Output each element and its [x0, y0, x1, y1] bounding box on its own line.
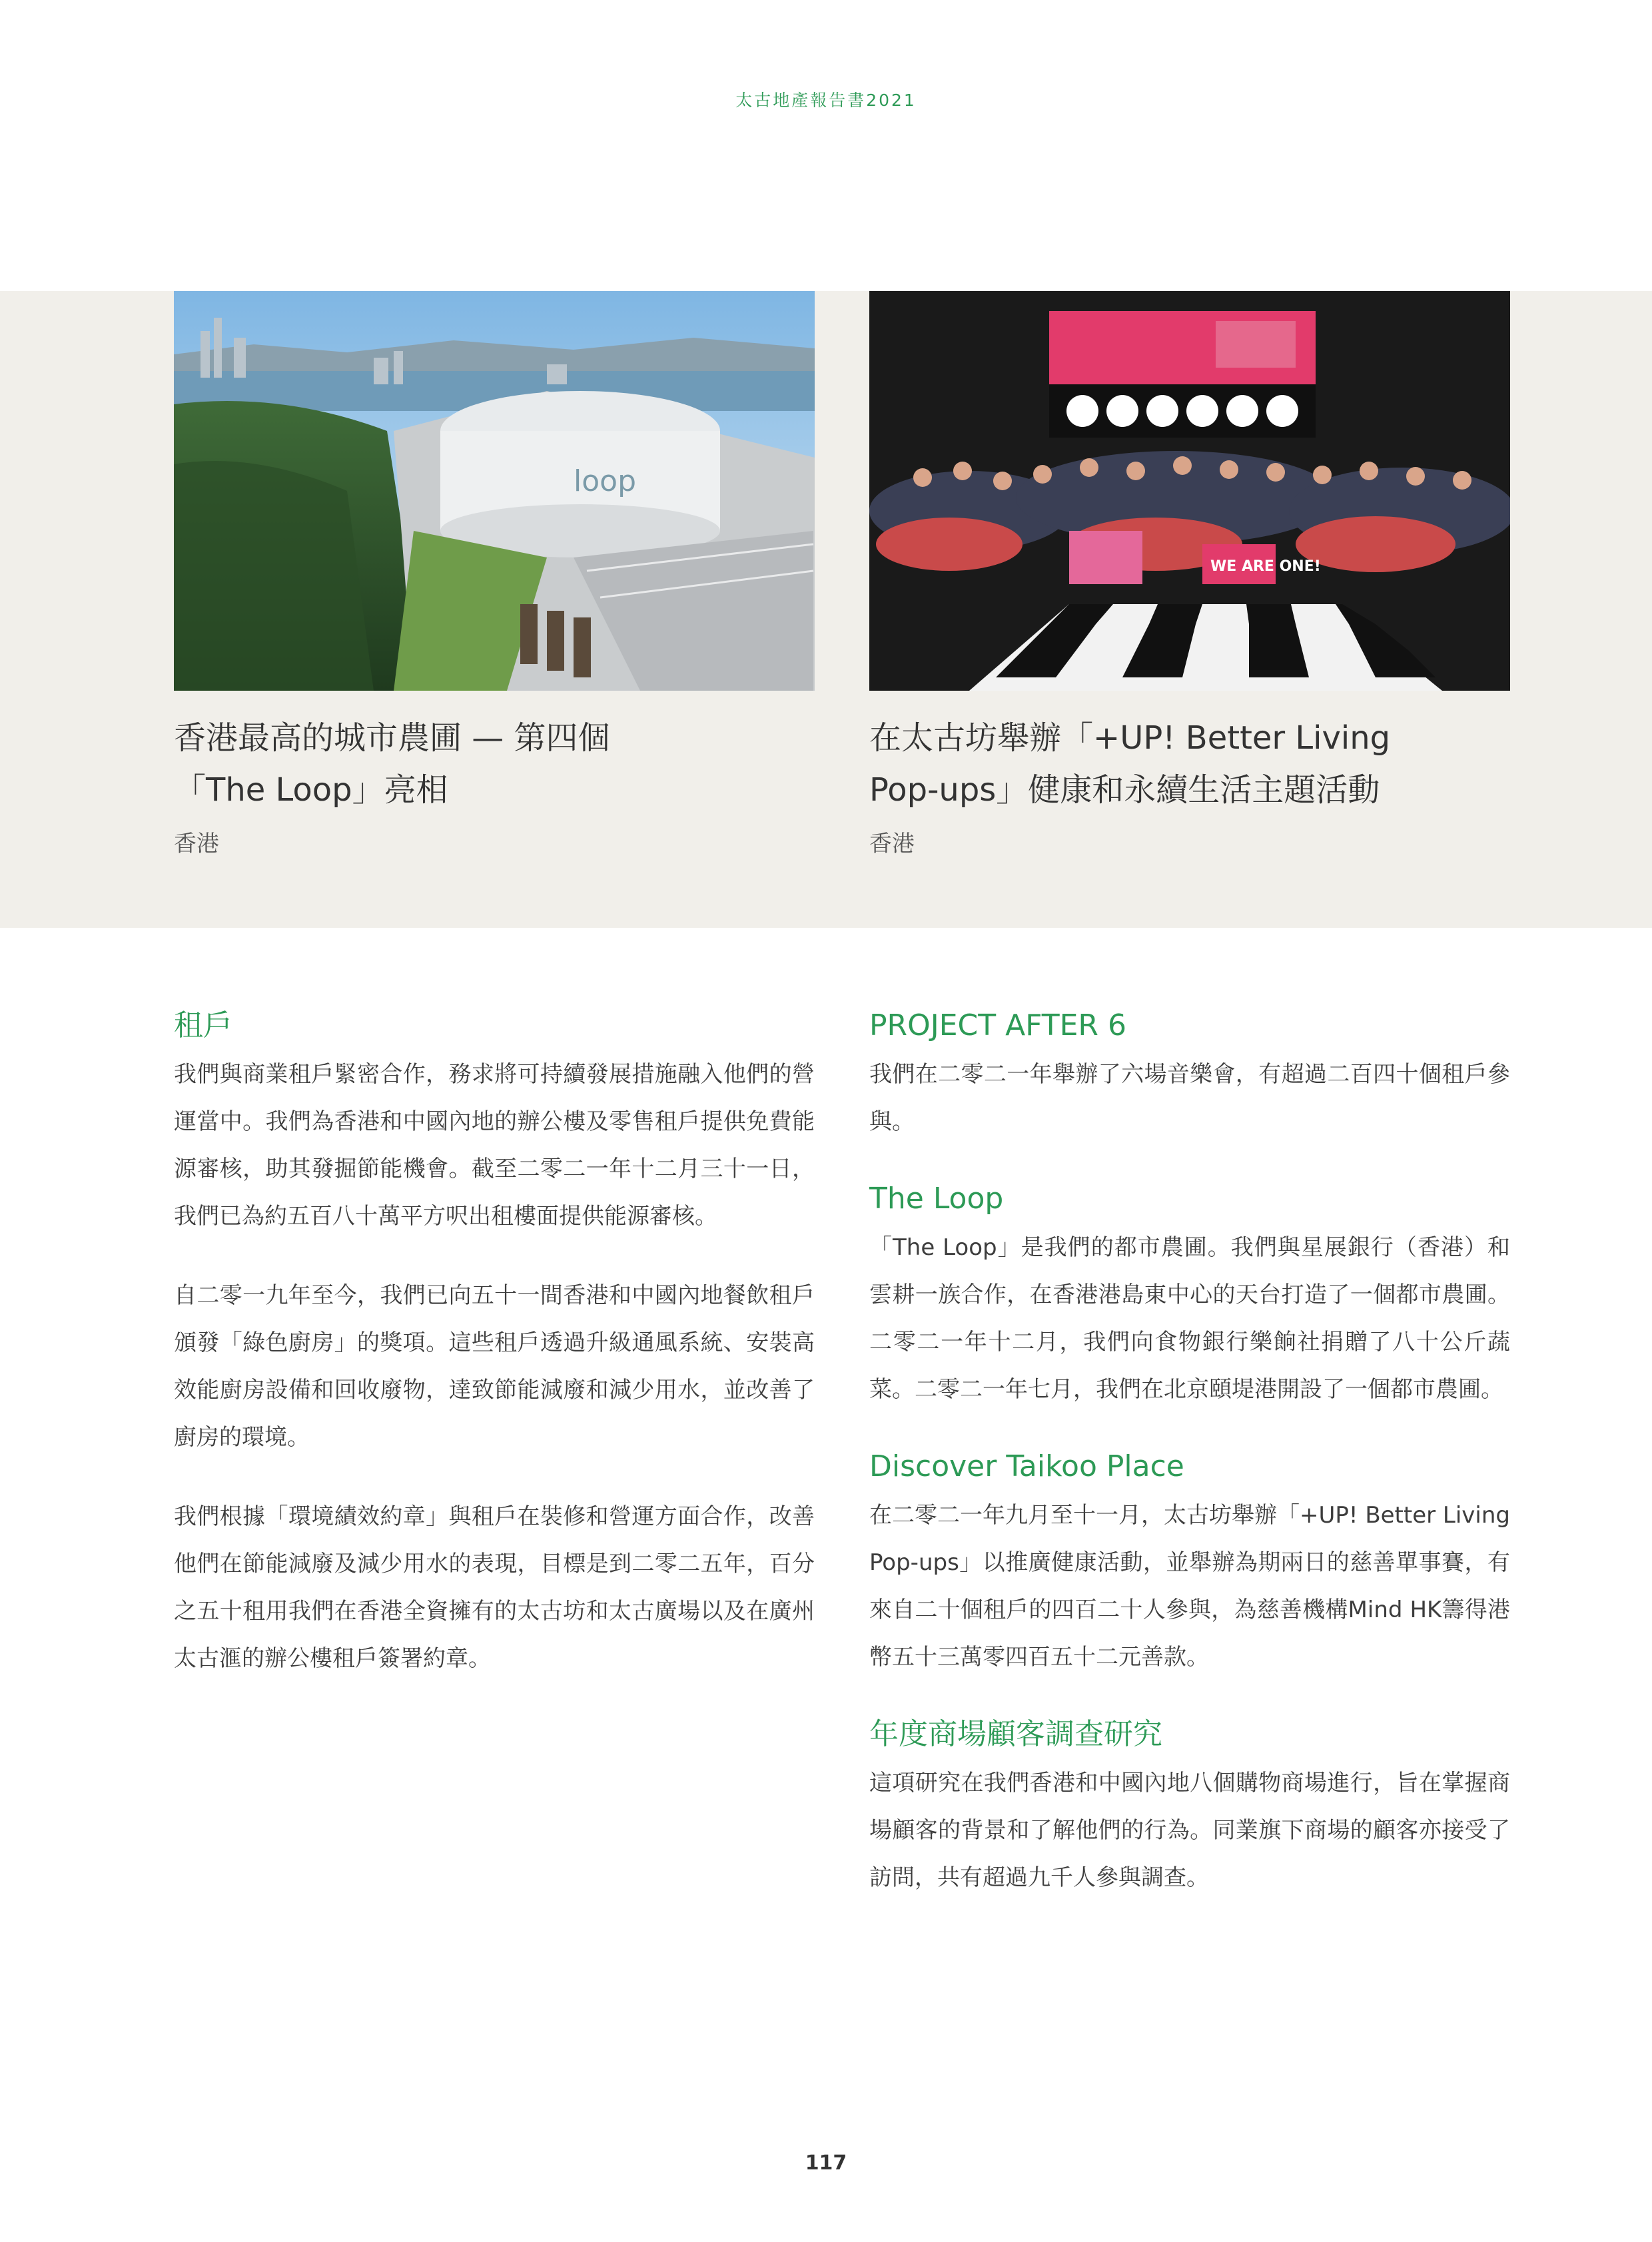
card-title-line2: Pop-ups」健康和永續生活主題活動: [869, 771, 1380, 809]
event-sign-text: WE ARE ONE!: [1210, 558, 1321, 575]
loop-sign-text: loop: [574, 464, 636, 498]
event-group-photo: [869, 291, 1510, 691]
section-heading: PROJECT AFTER 6: [869, 1008, 1126, 1042]
left-column: [174, 1006, 815, 1682]
paragraph: 自二零一九年至今，我們已向五十一間香港和中國內地餐飲租戶頒發「綠色廚房」的獎項。這些租戶透過升級通風系統、安裝高效能廚房設備和回收廢物，達致節能減廢和減少用水，並改善了廚房的環境。: [174, 1282, 815, 1451]
paragraph: 我們與商業租戶緊密合作，務求將可持續發展措施融入他們的營運當中。我們為香港和中國內地的辦公樓及零售租戶提供免費能源審核，助其發掘節能機會。截至二零二一年十二月三十一日，我們已為約五百八十萬平方呎出租樓面提供能源審核。: [174, 1061, 815, 1230]
paragraph: 我們根據「環境績效約章」與租戶在裝修和營運方面合作，改善他們在節能減廢及減少用水的表現，目標是到二零二五年，百分之五十租用我們在香港全資擁有的太古坊和太古廣場以及在廣州太古滙的辦公樓租戶簽署約章。: [174, 1503, 815, 1672]
running-header: 太古地產報告書2021: [735, 91, 917, 110]
card-location: 香港: [869, 831, 915, 857]
card-title: [174, 712, 815, 816]
paragraph: 在二零二一年九月至十一月，太古坊舉辦「+UP! Better Living Pop-ups」以推廣健康活動，並舉辦為期兩日的慈善單事賽，有來自二十個租戶的四百二十人參與，為慈善機構Mind HK籌得港幣五十三萬零四百五十二元善款。: [869, 1502, 1511, 1671]
section-discover-taikoo-place: [869, 1447, 1510, 1681]
card-title: [869, 712, 1510, 816]
section-heading: The Loop: [869, 1182, 1004, 1216]
section-heading-tenants: 租戶: [174, 1008, 232, 1042]
card-location: 香港: [174, 831, 219, 857]
feature-card-better-living: [869, 291, 1510, 858]
right-column: [869, 1006, 1510, 1902]
paragraph: 我們在二零二一年舉辦了六場音樂會，有超過二百四十個租戶參與。: [869, 1061, 1510, 1135]
section-mall-survey: [869, 1714, 1510, 1902]
card-title-line1: 在太古坊舉辦「+UP! Better Living: [869, 719, 1391, 757]
section-heading: Discover Taikoo Place: [869, 1449, 1184, 1483]
paragraph: 「The Loop」是我們的都市農圃。我們與星展銀行（香港）和雲耕一族合作，在香港港島東中心的天台打造了一個都市農圃。二零二一年十二月，我們向食物銀行樂餉社捐贈了八十公斤蔬菜。二零二一年七月，我們在北京頤堤港開設了一個都市農圃。: [869, 1234, 1510, 1403]
card-title-line1: 香港最高的城市農圃 — 第四個: [174, 719, 610, 757]
section-the-loop: [869, 1179, 1510, 1413]
feature-card-the-loop: [174, 291, 815, 858]
page-number: 117: [805, 2151, 847, 2175]
rooftop-farm-photo: [174, 291, 815, 691]
section-project-after-6: [869, 1006, 1510, 1146]
card-title-line2: 「The Loop」亮相: [174, 771, 448, 809]
section-heading: 年度商場顧客調查研究: [869, 1717, 1162, 1751]
paragraph: 這項研究在我們香港和中國內地八個購物商場進行，旨在掌握商場顧客的背景和了解他們的行為。同業旗下商場的顧客亦接受了訪問，共有超過九千人參與調查。: [869, 1770, 1510, 1891]
